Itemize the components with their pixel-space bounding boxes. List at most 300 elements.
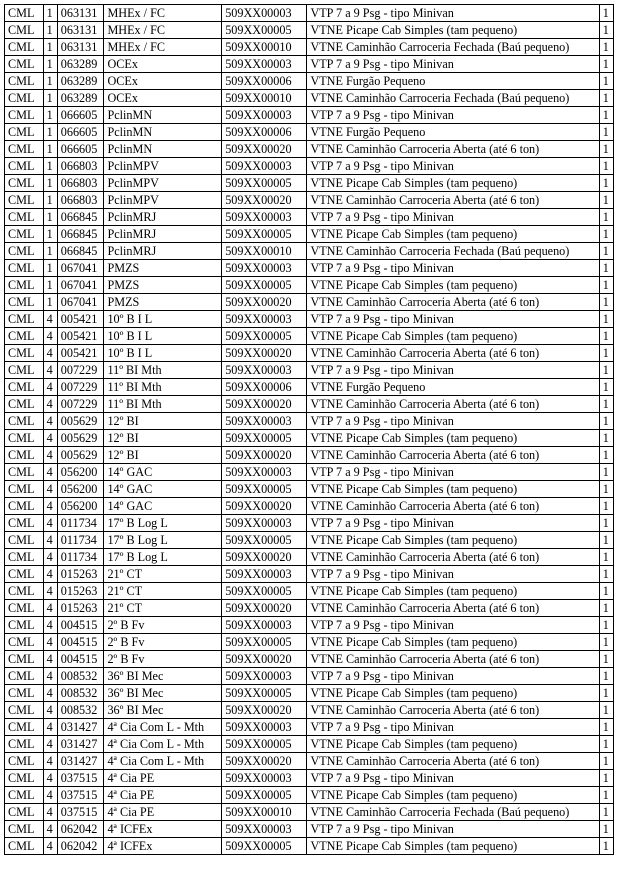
code-cell: 067041 — [57, 277, 104, 294]
vehicle-description-cell: VTP 7 a 9 Psg - tipo Minivan — [307, 464, 599, 481]
unit-cell: 4ª ICFEx — [104, 838, 222, 855]
unit-cell: 4ª Cia Com L - Mth — [104, 719, 222, 736]
table-body — [5, 5, 614, 855]
quantity-cell: 1 — [599, 294, 613, 311]
item-code-cell: 509XX00003 — [222, 107, 307, 124]
region-cell: 1 — [43, 277, 57, 294]
command-cell: CML — [5, 651, 44, 668]
code-cell: 066845 — [57, 243, 104, 260]
region-cell: 4 — [43, 345, 57, 362]
command-cell: CML — [5, 702, 44, 719]
command-cell: CML — [5, 107, 44, 124]
table-row — [5, 209, 614, 226]
table-row — [5, 736, 614, 753]
code-cell: 037515 — [57, 804, 104, 821]
table-row — [5, 73, 614, 90]
code-cell: 008532 — [57, 702, 104, 719]
quantity-cell: 1 — [599, 311, 613, 328]
code-cell: 007229 — [57, 362, 104, 379]
code-cell: 007229 — [57, 396, 104, 413]
quantity-cell: 1 — [599, 719, 613, 736]
unit-cell: 4ª Cia PE — [104, 770, 222, 787]
unit-cell: 4ª Cia Com L - Mth — [104, 736, 222, 753]
quantity-cell: 1 — [599, 175, 613, 192]
region-cell: 1 — [43, 294, 57, 311]
item-code-cell: 509XX00006 — [222, 124, 307, 141]
command-cell: CML — [5, 56, 44, 73]
item-code-cell: 509XX00005 — [222, 838, 307, 855]
quantity-cell: 1 — [599, 192, 613, 209]
command-cell: CML — [5, 804, 44, 821]
quantity-cell: 1 — [599, 702, 613, 719]
command-cell: CML — [5, 430, 44, 447]
unit-cell: 17º B Log L — [104, 532, 222, 549]
command-cell: CML — [5, 600, 44, 617]
code-cell: 066605 — [57, 141, 104, 158]
command-cell: CML — [5, 396, 44, 413]
command-cell: CML — [5, 362, 44, 379]
quantity-cell: 1 — [599, 566, 613, 583]
quantity-cell: 1 — [599, 583, 613, 600]
vehicle-description-cell: VTP 7 a 9 Psg - tipo Minivan — [307, 260, 599, 277]
code-cell: 005629 — [57, 447, 104, 464]
quantity-cell: 1 — [599, 39, 613, 56]
code-cell: 031427 — [57, 719, 104, 736]
item-code-cell: 509XX00003 — [222, 770, 307, 787]
unit-cell: 17º B Log L — [104, 549, 222, 566]
region-cell: 4 — [43, 770, 57, 787]
quantity-cell: 1 — [599, 56, 613, 73]
unit-cell: 10º B I L — [104, 345, 222, 362]
region-cell: 4 — [43, 362, 57, 379]
vehicle-description-cell: VTP 7 a 9 Psg - tipo Minivan — [307, 5, 599, 22]
code-cell: 063289 — [57, 90, 104, 107]
item-code-cell: 509XX00020 — [222, 192, 307, 209]
quantity-cell: 1 — [599, 90, 613, 107]
region-cell: 4 — [43, 634, 57, 651]
command-cell: CML — [5, 192, 44, 209]
region-cell: 1 — [43, 22, 57, 39]
code-cell: 063131 — [57, 22, 104, 39]
unit-cell: 4ª ICFEx — [104, 821, 222, 838]
region-cell: 1 — [43, 158, 57, 175]
unit-cell: MHEx / FC — [104, 39, 222, 56]
table-row — [5, 226, 614, 243]
table-row — [5, 362, 614, 379]
table-row — [5, 39, 614, 56]
quantity-cell: 1 — [599, 328, 613, 345]
item-code-cell: 509XX00005 — [222, 583, 307, 600]
code-cell: 011734 — [57, 515, 104, 532]
command-cell: CML — [5, 379, 44, 396]
command-cell: CML — [5, 685, 44, 702]
table-row — [5, 702, 614, 719]
unit-cell: 12º BI — [104, 413, 222, 430]
vehicle-description-cell: VTNE Caminhão Carroceria Aberta (até 6 ton) — [307, 447, 599, 464]
command-cell: CML — [5, 124, 44, 141]
quantity-cell: 1 — [599, 787, 613, 804]
unit-cell: 10º B I L — [104, 328, 222, 345]
command-cell: CML — [5, 311, 44, 328]
command-cell: CML — [5, 447, 44, 464]
unit-cell: PclinMN — [104, 141, 222, 158]
code-cell: 037515 — [57, 770, 104, 787]
item-code-cell: 509XX00003 — [222, 5, 307, 22]
code-cell: 066803 — [57, 175, 104, 192]
item-code-cell: 509XX00003 — [222, 209, 307, 226]
table-row — [5, 141, 614, 158]
item-code-cell: 509XX00005 — [222, 685, 307, 702]
command-cell: CML — [5, 5, 44, 22]
region-cell: 1 — [43, 90, 57, 107]
table-row — [5, 804, 614, 821]
region-cell: 4 — [43, 430, 57, 447]
item-code-cell: 509XX00005 — [222, 634, 307, 651]
item-code-cell: 509XX00003 — [222, 566, 307, 583]
code-cell: 056200 — [57, 464, 104, 481]
code-cell: 004515 — [57, 651, 104, 668]
command-cell: CML — [5, 175, 44, 192]
table-row — [5, 22, 614, 39]
item-code-cell: 509XX00003 — [222, 719, 307, 736]
code-cell: 062042 — [57, 838, 104, 855]
region-cell: 4 — [43, 617, 57, 634]
unit-cell: PclinMN — [104, 107, 222, 124]
item-code-cell: 509XX00003 — [222, 311, 307, 328]
vehicle-description-cell: VTP 7 a 9 Psg - tipo Minivan — [307, 413, 599, 430]
region-cell: 1 — [43, 141, 57, 158]
region-cell: 1 — [43, 192, 57, 209]
vehicle-description-cell: VTNE Caminhão Carroceria Aberta (até 6 ton) — [307, 345, 599, 362]
command-cell: CML — [5, 141, 44, 158]
table-row — [5, 328, 614, 345]
quantity-cell: 1 — [599, 770, 613, 787]
vehicle-description-cell: VTNE Caminhão Carroceria Aberta (até 6 ton) — [307, 549, 599, 566]
item-code-cell: 509XX00010 — [222, 804, 307, 821]
vehicle-description-cell: VTP 7 a 9 Psg - tipo Minivan — [307, 311, 599, 328]
unit-cell: PclinMPV — [104, 192, 222, 209]
quantity-cell: 1 — [599, 260, 613, 277]
item-code-cell: 509XX00020 — [222, 753, 307, 770]
unit-cell: 21º CT — [104, 566, 222, 583]
command-cell: CML — [5, 532, 44, 549]
code-cell: 005629 — [57, 430, 104, 447]
table-row — [5, 532, 614, 549]
code-cell: 066605 — [57, 107, 104, 124]
table-row — [5, 583, 614, 600]
item-code-cell: 509XX00005 — [222, 481, 307, 498]
region-cell: 1 — [43, 56, 57, 73]
command-cell: CML — [5, 753, 44, 770]
vehicle-description-cell: VTP 7 a 9 Psg - tipo Minivan — [307, 158, 599, 175]
vehicle-allocation-table — [4, 4, 614, 855]
quantity-cell: 1 — [599, 226, 613, 243]
command-cell: CML — [5, 668, 44, 685]
table-row — [5, 379, 614, 396]
code-cell: 015263 — [57, 600, 104, 617]
quantity-cell: 1 — [599, 549, 613, 566]
unit-cell: PclinMRJ — [104, 243, 222, 260]
vehicle-description-cell: VTP 7 a 9 Psg - tipo Minivan — [307, 566, 599, 583]
code-cell: 037515 — [57, 787, 104, 804]
quantity-cell: 1 — [599, 158, 613, 175]
quantity-cell: 1 — [599, 668, 613, 685]
item-code-cell: 509XX00003 — [222, 668, 307, 685]
unit-cell: 36º BI Mec — [104, 685, 222, 702]
code-cell: 066605 — [57, 124, 104, 141]
command-cell: CML — [5, 787, 44, 804]
table-row — [5, 464, 614, 481]
code-cell: 063289 — [57, 73, 104, 90]
region-cell: 4 — [43, 447, 57, 464]
region-cell: 4 — [43, 379, 57, 396]
table-row — [5, 90, 614, 107]
region-cell: 4 — [43, 838, 57, 855]
code-cell: 008532 — [57, 668, 104, 685]
region-cell: 4 — [43, 515, 57, 532]
command-cell: CML — [5, 226, 44, 243]
unit-cell: PclinMRJ — [104, 209, 222, 226]
table-row — [5, 294, 614, 311]
table-row — [5, 770, 614, 787]
region-cell: 4 — [43, 498, 57, 515]
unit-cell: 14º GAC — [104, 498, 222, 515]
quantity-cell: 1 — [599, 532, 613, 549]
region-cell: 4 — [43, 753, 57, 770]
region-cell: 4 — [43, 413, 57, 430]
command-cell: CML — [5, 566, 44, 583]
vehicle-description-cell: VTNE Picape Cab Simples (tam pequeno) — [307, 328, 599, 345]
unit-cell: 12º BI — [104, 447, 222, 464]
quantity-cell: 1 — [599, 413, 613, 430]
command-cell: CML — [5, 464, 44, 481]
command-cell: CML — [5, 39, 44, 56]
table-row — [5, 498, 614, 515]
unit-cell: 2º B Fv — [104, 634, 222, 651]
unit-cell: 14º GAC — [104, 481, 222, 498]
unit-cell: PclinMPV — [104, 158, 222, 175]
vehicle-description-cell: VTNE Picape Cab Simples (tam pequeno) — [307, 430, 599, 447]
quantity-cell: 1 — [599, 379, 613, 396]
quantity-cell: 1 — [599, 804, 613, 821]
quantity-cell: 1 — [599, 498, 613, 515]
quantity-cell: 1 — [599, 651, 613, 668]
code-cell: 005421 — [57, 311, 104, 328]
region-cell: 1 — [43, 39, 57, 56]
unit-cell: PclinMRJ — [104, 226, 222, 243]
region-cell: 1 — [43, 5, 57, 22]
vehicle-description-cell: VTNE Caminhão Carroceria Fechada (Baú pequeno) — [307, 804, 599, 821]
item-code-cell: 509XX00020 — [222, 549, 307, 566]
table-row — [5, 617, 614, 634]
item-code-cell: 509XX00020 — [222, 345, 307, 362]
quantity-cell: 1 — [599, 345, 613, 362]
vehicle-description-cell: VTNE Caminhão Carroceria Fechada (Baú pequeno) — [307, 90, 599, 107]
unit-cell: PclinMPV — [104, 175, 222, 192]
command-cell: CML — [5, 158, 44, 175]
item-code-cell: 509XX00020 — [222, 396, 307, 413]
item-code-cell: 509XX00003 — [222, 464, 307, 481]
command-cell: CML — [5, 209, 44, 226]
region-cell: 1 — [43, 209, 57, 226]
quantity-cell: 1 — [599, 73, 613, 90]
code-cell: 005629 — [57, 413, 104, 430]
code-cell: 063289 — [57, 56, 104, 73]
item-code-cell: 509XX00003 — [222, 56, 307, 73]
unit-cell: MHEx / FC — [104, 22, 222, 39]
item-code-cell: 509XX00020 — [222, 651, 307, 668]
unit-cell: PMZS — [104, 277, 222, 294]
vehicle-description-cell: VTP 7 a 9 Psg - tipo Minivan — [307, 821, 599, 838]
quantity-cell: 1 — [599, 22, 613, 39]
vehicle-description-cell: VTNE Picape Cab Simples (tam pequeno) — [307, 838, 599, 855]
command-cell: CML — [5, 719, 44, 736]
code-cell: 005421 — [57, 328, 104, 345]
quantity-cell: 1 — [599, 838, 613, 855]
unit-cell: 21º CT — [104, 583, 222, 600]
region-cell: 4 — [43, 566, 57, 583]
item-code-cell: 509XX00005 — [222, 175, 307, 192]
vehicle-description-cell: VTNE Picape Cab Simples (tam pequeno) — [307, 736, 599, 753]
quantity-cell: 1 — [599, 464, 613, 481]
item-code-cell: 509XX00010 — [222, 243, 307, 260]
table-row — [5, 396, 614, 413]
quantity-cell: 1 — [599, 821, 613, 838]
region-cell: 1 — [43, 175, 57, 192]
item-code-cell: 509XX00003 — [222, 515, 307, 532]
item-code-cell: 509XX00020 — [222, 141, 307, 158]
unit-cell: 4ª Cia Com L - Mth — [104, 753, 222, 770]
table-row — [5, 838, 614, 855]
unit-cell: PMZS — [104, 260, 222, 277]
region-cell: 4 — [43, 702, 57, 719]
table-row — [5, 260, 614, 277]
quantity-cell: 1 — [599, 753, 613, 770]
item-code-cell: 509XX00005 — [222, 430, 307, 447]
command-cell: CML — [5, 328, 44, 345]
vehicle-description-cell: VTNE Caminhão Carroceria Aberta (até 6 ton) — [307, 192, 599, 209]
region-cell: 4 — [43, 532, 57, 549]
code-cell: 056200 — [57, 498, 104, 515]
quantity-cell: 1 — [599, 396, 613, 413]
unit-cell: 11º BI Mth — [104, 379, 222, 396]
table-row — [5, 345, 614, 362]
vehicle-description-cell: VTP 7 a 9 Psg - tipo Minivan — [307, 719, 599, 736]
vehicle-description-cell: VTNE Furgão Pequeno — [307, 124, 599, 141]
code-cell: 066845 — [57, 226, 104, 243]
vehicle-description-cell: VTNE Caminhão Carroceria Aberta (até 6 ton) — [307, 651, 599, 668]
vehicle-description-cell: VTNE Picape Cab Simples (tam pequeno) — [307, 583, 599, 600]
table-row — [5, 668, 614, 685]
code-cell: 011734 — [57, 532, 104, 549]
region-cell: 4 — [43, 651, 57, 668]
region-cell: 4 — [43, 600, 57, 617]
code-cell: 066803 — [57, 192, 104, 209]
code-cell: 063131 — [57, 39, 104, 56]
unit-cell: 21º CT — [104, 600, 222, 617]
command-cell: CML — [5, 583, 44, 600]
quantity-cell: 1 — [599, 362, 613, 379]
item-code-cell: 509XX00010 — [222, 90, 307, 107]
vehicle-description-cell: VTNE Picape Cab Simples (tam pequeno) — [307, 175, 599, 192]
vehicle-description-cell: VTNE Caminhão Carroceria Aberta (até 6 ton) — [307, 498, 599, 515]
unit-cell: 36º BI Mec — [104, 702, 222, 719]
vehicle-description-cell: VTP 7 a 9 Psg - tipo Minivan — [307, 209, 599, 226]
command-cell: CML — [5, 634, 44, 651]
region-cell: 4 — [43, 481, 57, 498]
code-cell: 031427 — [57, 736, 104, 753]
region-cell: 4 — [43, 464, 57, 481]
code-cell: 066845 — [57, 209, 104, 226]
quantity-cell: 1 — [599, 600, 613, 617]
vehicle-description-cell: VTNE Caminhão Carroceria Fechada (Baú pequeno) — [307, 243, 599, 260]
code-cell: 004515 — [57, 634, 104, 651]
region-cell: 4 — [43, 668, 57, 685]
table-row — [5, 447, 614, 464]
command-cell: CML — [5, 73, 44, 90]
command-cell: CML — [5, 90, 44, 107]
unit-cell: 11º BI Mth — [104, 362, 222, 379]
code-cell: 015263 — [57, 583, 104, 600]
command-cell: CML — [5, 515, 44, 532]
item-code-cell: 509XX00020 — [222, 498, 307, 515]
code-cell: 005421 — [57, 345, 104, 362]
region-cell: 4 — [43, 583, 57, 600]
table-row — [5, 600, 614, 617]
command-cell: CML — [5, 481, 44, 498]
item-code-cell: 509XX00006 — [222, 379, 307, 396]
code-cell: 008532 — [57, 685, 104, 702]
table-row — [5, 56, 614, 73]
table-row — [5, 175, 614, 192]
vehicle-description-cell: VTP 7 a 9 Psg - tipo Minivan — [307, 668, 599, 685]
command-cell: CML — [5, 821, 44, 838]
item-code-cell: 509XX00005 — [222, 22, 307, 39]
unit-cell: 12º BI — [104, 430, 222, 447]
item-code-cell: 509XX00003 — [222, 362, 307, 379]
vehicle-description-cell: VTNE Picape Cab Simples (tam pequeno) — [307, 481, 599, 498]
command-cell: CML — [5, 260, 44, 277]
command-cell: CML — [5, 22, 44, 39]
quantity-cell: 1 — [599, 481, 613, 498]
quantity-cell: 1 — [599, 107, 613, 124]
table-row — [5, 430, 614, 447]
region-cell: 4 — [43, 804, 57, 821]
command-cell: CML — [5, 770, 44, 787]
region-cell: 4 — [43, 549, 57, 566]
region-cell: 4 — [43, 787, 57, 804]
vehicle-description-cell: VTNE Caminhão Carroceria Fechada (Baú pequeno) — [307, 39, 599, 56]
unit-cell: 4ª Cia PE — [104, 804, 222, 821]
unit-cell: 17º B Log L — [104, 515, 222, 532]
table-row — [5, 243, 614, 260]
region-cell: 4 — [43, 719, 57, 736]
region-cell: 4 — [43, 685, 57, 702]
vehicle-description-cell: VTNE Caminhão Carroceria Aberta (até 6 ton) — [307, 141, 599, 158]
command-cell: CML — [5, 549, 44, 566]
item-code-cell: 509XX00003 — [222, 260, 307, 277]
code-cell: 062042 — [57, 821, 104, 838]
vehicle-description-cell: VTNE Caminhão Carroceria Aberta (até 6 ton) — [307, 600, 599, 617]
table-row — [5, 192, 614, 209]
region-cell: 1 — [43, 124, 57, 141]
quantity-cell: 1 — [599, 124, 613, 141]
quantity-cell: 1 — [599, 277, 613, 294]
unit-cell: 4ª Cia PE — [104, 787, 222, 804]
unit-cell: 14º GAC — [104, 464, 222, 481]
table-row — [5, 124, 614, 141]
unit-cell: OCEx — [104, 90, 222, 107]
